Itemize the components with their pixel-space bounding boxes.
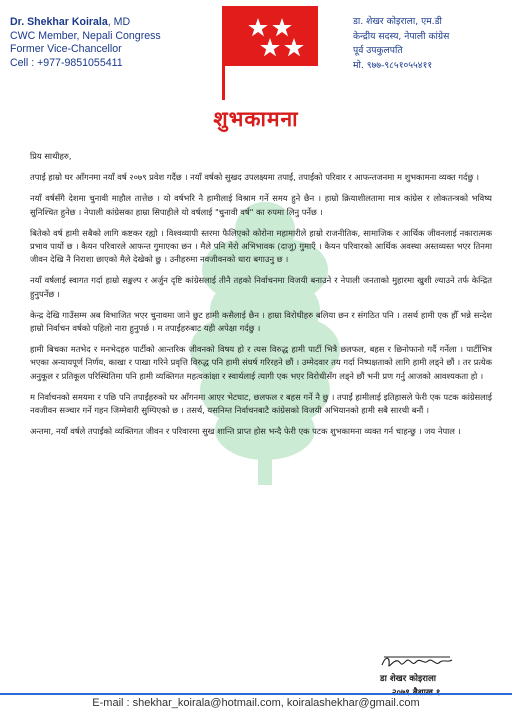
- sender-phone-nepali: मो. ९७७-९८५१०५५४११: [353, 59, 433, 71]
- sender-former-role-nepali: पूर्व उपकुलपति: [353, 45, 403, 56]
- letter-body: [30, 150, 492, 446]
- header-right: [353, 15, 508, 73]
- sender-former-role: Former Vice-Chancellor: [10, 43, 122, 55]
- greeting: प्रिय साथीहरु,: [30, 151, 72, 161]
- footer-divider: [0, 693, 512, 695]
- header-left: [10, 16, 210, 70]
- paragraph-6: हामी बिचका मतभेद र मनभेदहरु पार्टीको आन्तरिक जीवनको विषय हो र त्यस विरुद्ध हामी पार्टी भित्रै छलफल, बहस र छिनोफानो गर्दै गर्नेला । पार्टीभित्र भएका अन्यायपूर्ण निर्णय, काखा र पाखा गरिने प्रवृत्ति विरुद्ध पनि हामी संघर्ष गरिरहने छौं । उम्मेदवार तय गर्दा निष्पक्षताको लागि हामी लड्ने छौं । तर प्रत्येक अनुकूल र प्रतिकूल परिस्थितिमा पनि हामी व्यक्तिगत महत्वकांक्षा र स्वार्थलाई त्यागी एक भएर विरोधीसँग लड्ने छौं भनी प्रण गर्नु आजको आवश्यकता हो ।: [30, 344, 492, 381]
- paragraph-5: केन्द्र देखि गाउँसम्म अब विभाजित भएर चुनावमा जाने छुट हामी कसैलाई छैन । हाम्रा विरोधीहरु बलिया छन र संगठित पनि । तसर्थ हामी एक हौँ भन्ने सन्देश हाम्रो निर्वाचन वर्षको पहिलो नारा हुनुपर्छ । म तपाईंहरुबाट यही अपेक्षा गर्दछु ।: [30, 309, 492, 334]
- sender-name: Dr. Shekhar Koirala: [10, 16, 108, 28]
- paragraph-4: नयाँ वर्षलाई स्वागत गर्दा हाम्रो सङ्कल्प र अर्जुन दृष्टि कांग्रेसलाई तीनै तहको निर्वाचनमा विजयी बनाउने र नेपाली जनताको मुहारमा खुशी ल्याउने तर्फ केन्द्रित हुनुपर्नेछ ।: [30, 275, 492, 299]
- footer-email: E-mail : shekhar_koirala@hotmail.com, koiralashekhar@gmail.com: [92, 697, 420, 709]
- sender-position: CWC Member, Nepali Congress: [10, 29, 161, 42]
- letter-title: शुभकामना: [213, 107, 299, 131]
- paragraph-3: बितेको वर्ष हामी सबैको लागि कष्टकर रह्यो । विश्वव्यापी स्तरमा फैलिएको कोरोना महामारीले हाम्रो राजनीतिक, सामाजिक र आर्थिक जीवनलाई नकारात्मक प्रभाव पार्यो छ । कैयन परिवारले आफन्त गुमाएका छन । मैले पनि मेरो अभिभावक (दाजु) गुमाएँ । कैयन परिवारको आर्थिक अवस्था अस्तव्यस्त भएर तिनमा जीवन देखि नै निराशा छाएको मैले देखेको छु । उनीहरुमा नवजीवनको धारा बगाउनु छ ।: [30, 227, 492, 265]
- paragraph-7: म निर्वाचनको समयमा र पछि पनि तपाईंहरुको घर आँगनमा आएर भेटघाट, छलफल र बहस गर्ने नै छु । तपाईं हामीलाई इतिहासले फेरी एक पटक कांग्रेसलाई नवजीवन सञ्चार गर्ने गहन जिम्मेवारी सुम्पिएको छ । तसर्थ, यसनिम्त निर्वाचनबाटै कांग्रेसको विजयी अभियानको हामी सबै सारथी बनौं ।: [30, 391, 492, 416]
- sender-name-nepali: डा. शेखर कोइराला, एम.डी: [353, 16, 442, 27]
- nepali-congress-flag-logo: [222, 4, 318, 100]
- sender-degree: , MD: [107, 16, 131, 28]
- sender-phone: Cell : +977-9851055411: [10, 56, 123, 69]
- sender-position-nepali: केन्द्रीय सदस्य, नेपाली कांग्रेस: [353, 30, 450, 42]
- handwritten-signature: [380, 653, 454, 671]
- paragraph-2: नयाँ वर्षसँगै देशमा चुनावी माहौल तात्तेछ । यो वर्षभरि नै हामीलाई विश्राम गर्ने समय हुने छैन । हाम्रो क्रियाशीलतामा मात्र कांग्रेस र लोकतन्त्रको भविष्य सुनिश्चित हुनेछ । नेपाली कांग्रेसका हाम्रा सिपाहीले यो वर्षलाई "चुनावी वर्ष" का रुपमा लिनु पर्नेछ ।: [30, 193, 492, 217]
- paragraph-8: अन्तमा, नयाँ वर्षले तपाईंको व्यक्तिगत जीवन र परिवारमा सुख शान्ति प्राप्त होस भन्दै फेरी एक पटक शुभकामना व्यक्त गर्न चाहन्छु । जय नेपाल ।: [30, 426, 461, 437]
- signature-name: डा शेखर कोइराला: [380, 674, 437, 684]
- paragraph-1: तपाईं हाम्रो घर आँगनमा नयाँ वर्ष २०७९ प्रवेश गर्दैछ । नयाँ वर्षको सुखद उपलक्ष्यमा तपाईं, तपाईंको परिवार र आफन्तजनमा म शुभकामना व्यक्त गर्दछु ।: [30, 172, 480, 183]
